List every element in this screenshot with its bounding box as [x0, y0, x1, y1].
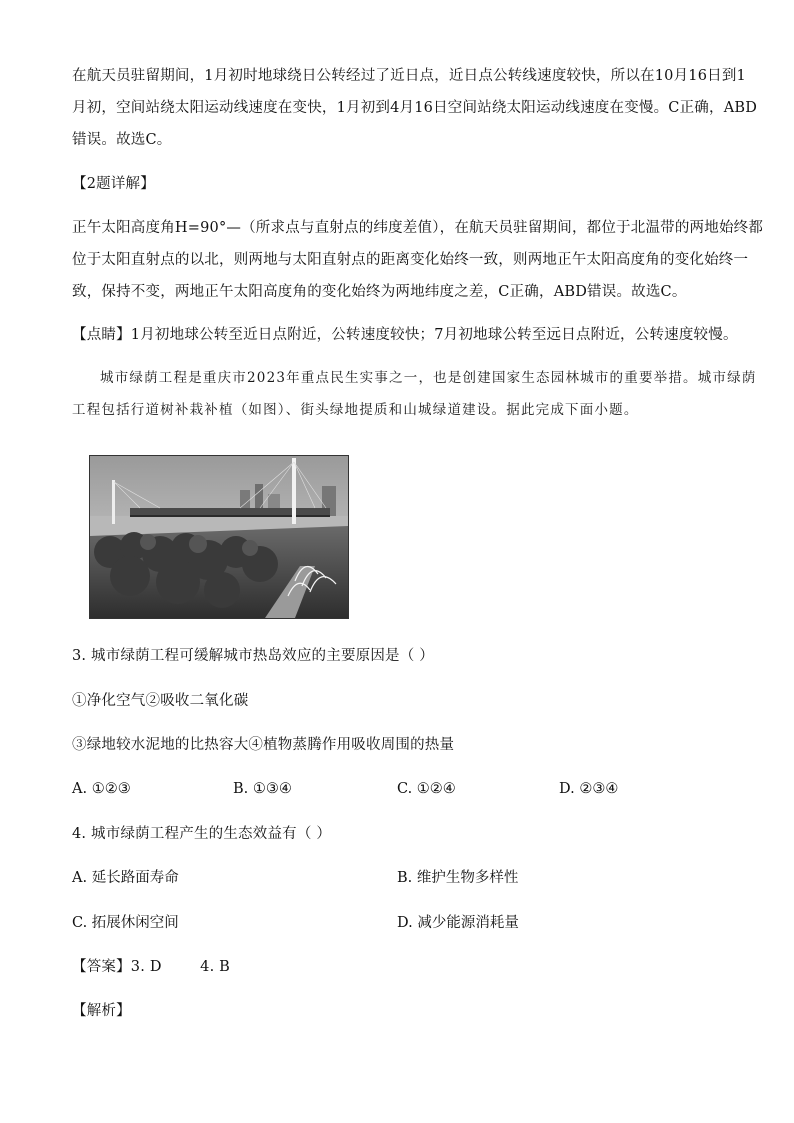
street-tree-photo — [89, 455, 349, 619]
q3-option-a: A. ①②③ — [72, 781, 131, 797]
q4-option-b: B. 维护生物多样性 — [397, 870, 519, 886]
paragraph2-line1: 正午太阳高度角H=90°—（所求点与直射点的纬度差值），在航天员驻留期间，都位于北温带的两地始终都 — [72, 220, 764, 236]
q4-option-a: A. 延长路面寿命 — [72, 870, 179, 886]
intro-line1: 城市绿荫工程是重庆市2023年重点民生实事之一，也是创建国家生态园林城市的重要举措。城市绿荫 — [100, 370, 757, 386]
q4-option-d: D. 减少能源消耗量 — [397, 915, 519, 931]
q3-option-b: B. ①③④ — [233, 781, 292, 797]
paragraph1-line1: 在航天员驻留期间，1月初时地球绕日公转经过了近日点，近日点公转线速度较快，所以在10月16日到1 — [72, 68, 746, 84]
q3-option-d: D. ②③④ — [559, 781, 619, 797]
q3-items-line1: ①净化空气②吸收二氧化碳 — [72, 693, 249, 709]
paragraph2-line2: 位于太阳直射点的以北，则两地与太阳直射点的距离变化始终一致，则两地正午太阳高度角的变化始终一 — [72, 252, 749, 268]
q2-heading: 【2题详解】 — [72, 176, 155, 192]
q3-option-c: C. ①②④ — [397, 781, 456, 797]
q3-stem: 3. 城市绿荫工程可缓解城市热岛效应的主要原因是（ ） — [72, 648, 434, 664]
paragraph1-line2: 月初，空间站绕太阳运动线速度在变快，1月初到4月16日空间站绕太阳运动线速度在变慢。C正确，ABD — [72, 100, 758, 116]
intro-line2: 工程包括行道树补栽补植（如图）、街头绿地提质和山城绿道建设。据此完成下面小题。 — [72, 402, 639, 418]
q4-stem: 4. 城市绿荫工程产生的生态效益有（ ） — [72, 826, 332, 842]
tip-paragraph: 【点睛】1月初地球公转至近日点附近，公转速度较快；7月初地球公转至远日点附近，公转速度较慢。 — [72, 327, 738, 343]
q4-option-c: C. 拓展休闲空间 — [72, 915, 179, 931]
q3-items-line2: ③绿地较水泥地的比热容大④植物蒸腾作用吸收周围的热量 — [72, 737, 455, 753]
paragraph1-line3: 错误。故选C。 — [72, 132, 172, 148]
paragraph2-line3: 致，保持不变，两地正午太阳高度角的变化始终为两地纬度之差，C正确，ABD错误。故选C。 — [72, 284, 687, 300]
answer-line: 【答案】3. D 4. B — [72, 959, 231, 975]
analysis-heading: 【解析】 — [72, 1003, 131, 1019]
